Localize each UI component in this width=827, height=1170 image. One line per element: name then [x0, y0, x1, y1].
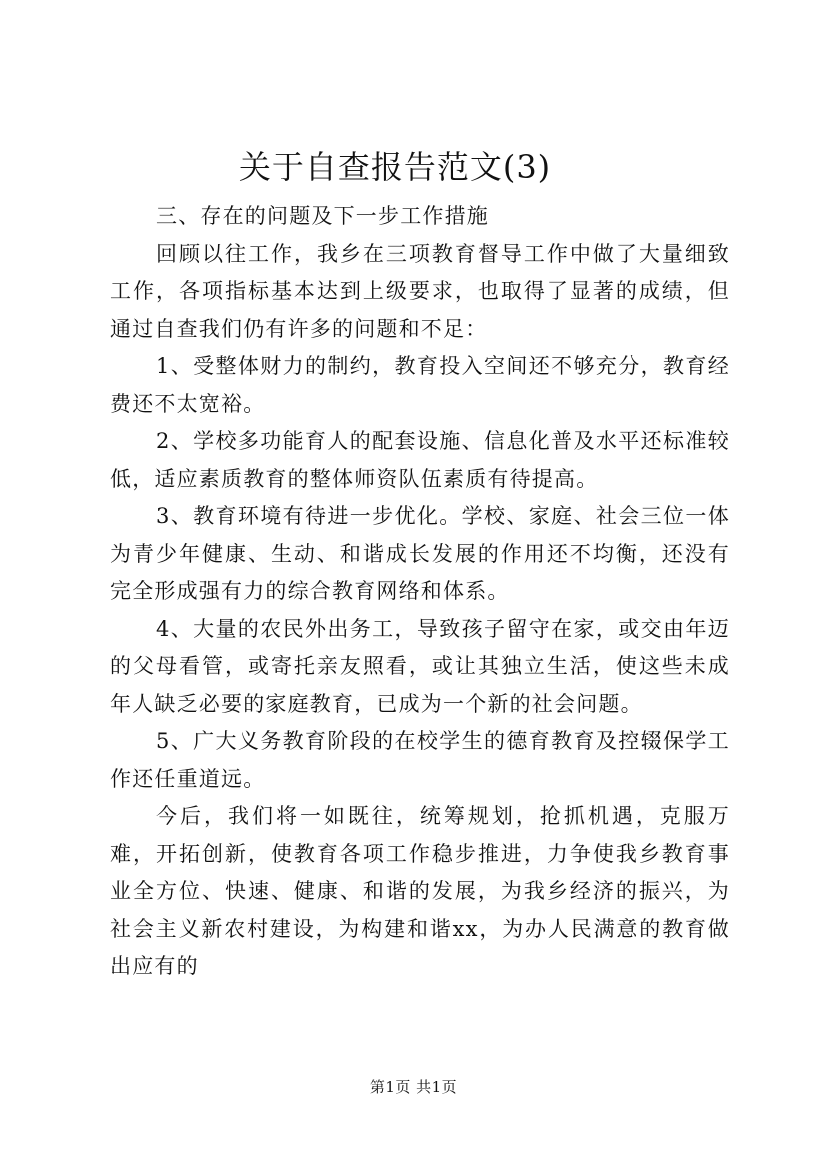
section-heading: 三、存在的问题及下一步工作措施 [156, 204, 489, 228]
document-body [110, 198, 730, 986]
issue-item-5: 5、广大义务教育阶段的在校学生的德育教育及控辍保学工作还任重道远。 [110, 729, 730, 791]
intro-paragraph: 回顾以往工作，我乡在三项教育督导工作中做了大量细致工作，各项指标基本达到上级要求，也取得了显著的成绩，但通过自查我们仍有许多的问题和不足： [110, 241, 730, 341]
page-footer: 第1页 共1页 [369, 1078, 458, 1096]
issue-item-2: 2、学校多功能育人的配套设施、信息化普及水平还标准较低，适应素质教育的整体师资队伍素质有待提高。 [110, 429, 730, 491]
document-title: 关于自查报告范文(3) [238, 148, 552, 186]
issue-item-4: 4、大量的农民外出务工，导致孩子留守在家，或交由年迈的父母看管，或寄托亲友照看，或让其独立生活，使这些未成年人缺乏必要的家庭教育，已成为一个新的社会问题。 [110, 616, 730, 716]
closing-paragraph: 今后，我们将一如既往，统筹规划，抢抓机遇，克服万难，开拓创新，使教育各项工作稳步推进，力争使我乡教育事业全方位、快速、健康、和谐的发展，为我乡经济的振兴，为社会主义新农村建设，为构建和谐xx，为办人民满意的教育做出应有的 [110, 804, 730, 978]
issue-item-1: 1、受整体财力的制约，教育投入空间还不够充分，教育经费还不太宽裕。 [110, 354, 730, 416]
issue-item-3: 3、教育环境有待进一步优化。学校、家庭、社会三位一体为青少年健康、生动、和谐成长发展的作用还不均衡，还没有完全形成强有力的综合教育网络和体系。 [110, 504, 730, 603]
